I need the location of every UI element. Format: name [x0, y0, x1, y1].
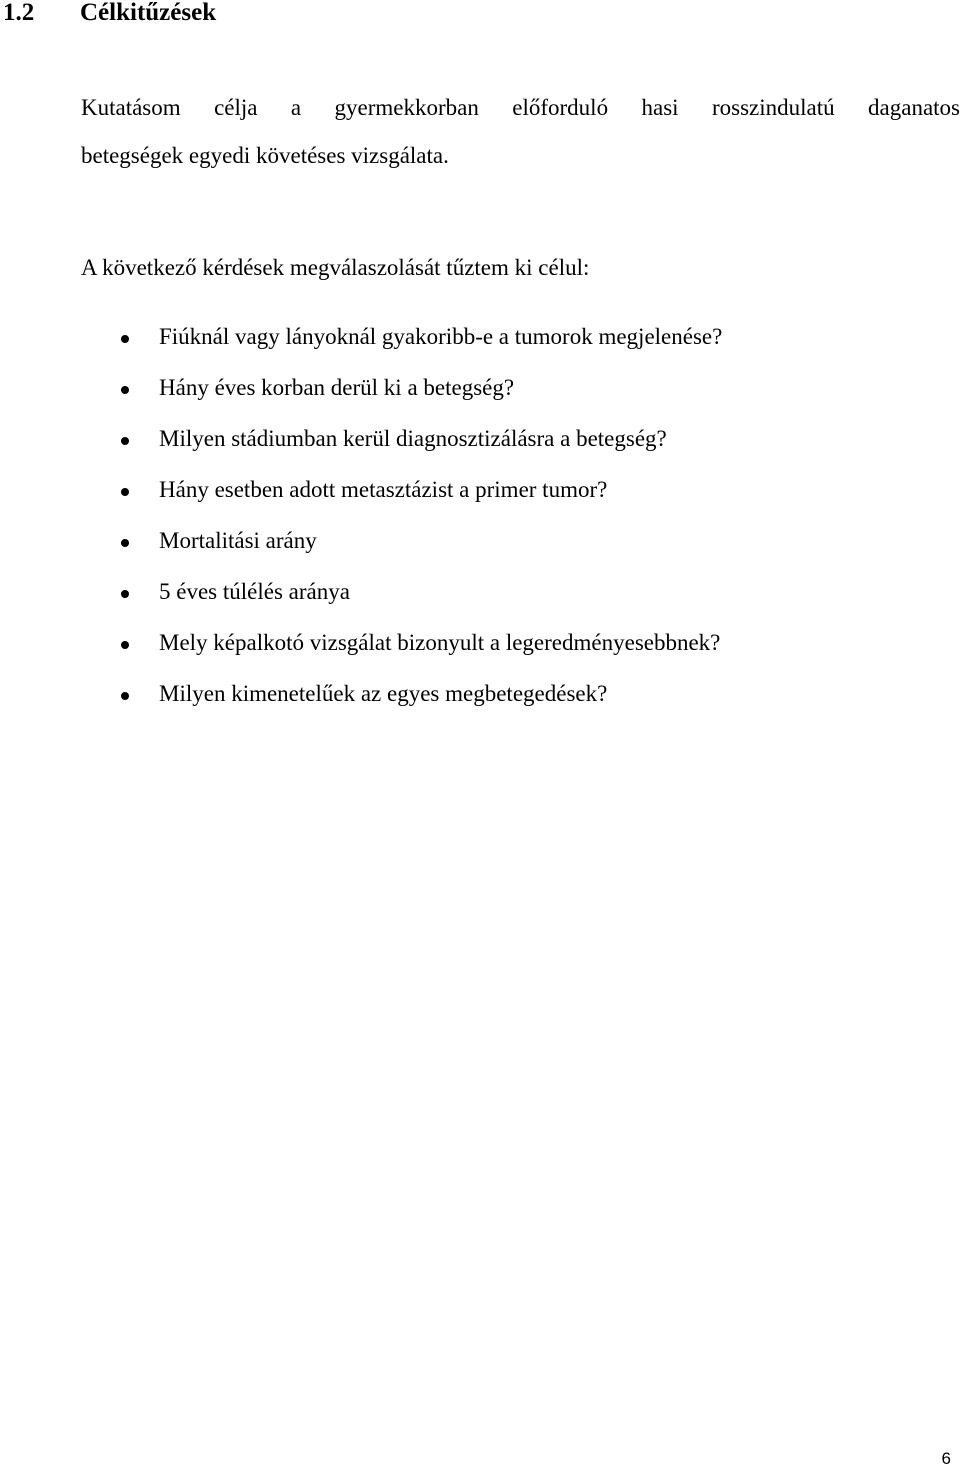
bullet-icon — [121, 386, 129, 394]
intro-paragraph — [81, 93, 960, 189]
question-text: Fiúknál vagy lányoknál gyakoribb-e a tumorok megjelenése? — [159, 324, 723, 349]
bullet-icon — [121, 641, 129, 649]
page-number: 6 — [941, 1449, 951, 1468]
section-title: Célkitűzések — [80, 0, 217, 26]
bullet-icon — [121, 692, 129, 700]
questions-intro: A következő kérdések megválaszolását tűztem ki célul: — [81, 255, 590, 280]
intro-line-2: betegségek egyedi követéses vizsgálata. — [81, 143, 449, 168]
bullet-icon — [121, 539, 129, 547]
bullet-icon — [121, 335, 129, 343]
bullet-icon — [121, 488, 129, 496]
question-text: Mortalitási arány — [159, 528, 317, 553]
question-text: Hány esetben adott metasztázist a primer tumor? — [159, 477, 608, 502]
question-text: Milyen stádiumban kerül diagnosztizálásra a betegség? — [159, 426, 667, 451]
intro-line-1: Kutatásom célja a gyermekkorban előforduló hasi rosszindulatú daganatos — [81, 95, 960, 120]
bullet-icon — [121, 590, 129, 598]
section-heading — [3, 0, 216, 29]
question-text: Mely képalkotó vizsgálat bizonyult a legeredményesebbnek? — [159, 630, 721, 655]
question-text: 5 éves túlélés aránya — [159, 579, 350, 604]
question-text: Hány éves korban derül ki a betegség? — [159, 375, 515, 400]
section-number: 1.2 — [3, 0, 35, 26]
bullet-icon — [121, 437, 129, 445]
question-text: Milyen kimenetelűek az egyes megbetegedések? — [159, 681, 608, 706]
